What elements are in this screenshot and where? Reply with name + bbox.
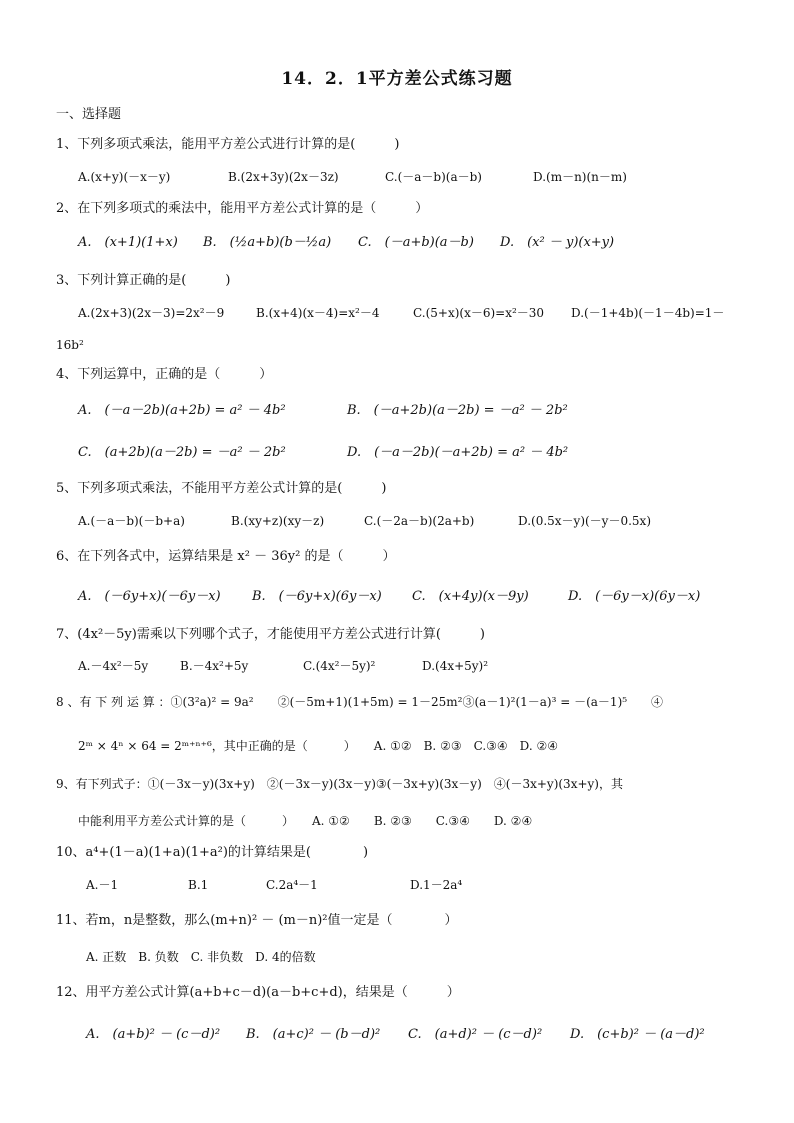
- q5-option-c: C.(－2a－b)(2a+b): [364, 514, 475, 528]
- question-8-line-1: 8 、有 下 列 运 算 ：①(3²a)² = 9a² ②(－5m+1)(1+5m) = 1－25m²③(a－1)²(1－a)³ = －(a－1)⁵ ④: [56, 695, 664, 709]
- question-4: 4、下列运算中，正确的是（ ）: [56, 367, 273, 382]
- q1-option-c: C.(－a－b)(a－b): [385, 170, 482, 184]
- section-heading: 一、选择题: [56, 107, 122, 122]
- question-7: 7、(4x²－5y)需乘以下列哪个式子，才能使用平方差公式进行计算( ): [56, 627, 485, 642]
- q5-option-b: B.(xy+z)(xy－z): [231, 514, 325, 528]
- q10-option-b: B.1: [188, 878, 209, 892]
- q11-options: A. 正数 B. 负数 C. 非负数 D. 4的倍数: [86, 950, 316, 964]
- q3-option-d: D.(－1+4b)(－1－4b)=1－: [571, 306, 725, 320]
- q4-option-d: D. (－a－2b)(－a+2b) = a² － 4b²: [347, 445, 569, 460]
- q12-option-d: D. (c+b)² － (a－d)²: [570, 1027, 705, 1042]
- q4-option-b: B. (－a+2b)(a－2b) = －a² － 2b²: [347, 403, 568, 418]
- q4-option-a: A. (－a－2b)(a+2b) = a² － 4b²: [78, 403, 286, 418]
- q2-option-a: A. (x+1)(1+x): [78, 235, 178, 250]
- q2-option-d: D. (x² － y)(x+y): [500, 235, 615, 250]
- q5-option-a: A.(－a－b)(－b+a): [78, 514, 185, 528]
- q6-option-a: A. (－6y+x)(－6y－x): [78, 589, 221, 604]
- q3-option-d-continued: 16b²: [56, 338, 84, 352]
- question-5: 5、下列多项式乘法，不能用平方差公式计算的是( ): [56, 481, 387, 496]
- q3-option-c: C.(5+x)(x－6)=x²－30: [413, 306, 545, 320]
- q6-option-d: D. (－6y－x)(6y－x): [568, 589, 701, 604]
- q3-option-b: B.(x+4)(x－4)=x²－4: [256, 306, 380, 320]
- q1-option-a: A.(x+y)(－x－y): [78, 170, 171, 184]
- question-2: 2、在下列多项式的乘法中，能用平方差公式计算的是（ ）: [56, 201, 429, 216]
- q7-option-b: B.－4x²+5y: [180, 659, 249, 673]
- q12-option-c: C. (a+d)² － (c－d)²: [408, 1027, 543, 1042]
- question-12: 12、用平方差公式计算(a+b+c－d)(a－b+c+d)，结果是（ ）: [56, 985, 460, 1000]
- question-9-line-2: 中能利用平方差公式计算的是（ ） A. ①② B. ②③ C.③④ D. ②④: [78, 814, 533, 828]
- question-3: 3、下列计算正确的是( ): [56, 273, 231, 288]
- q2-option-c: C. (－a+b)(a－b): [358, 235, 474, 250]
- q10-option-a: A.－1: [86, 878, 119, 892]
- q12-option-b: B. (a+c)² － (b－d)²: [246, 1027, 381, 1042]
- q7-option-d: D.(4x+5y)²: [422, 659, 489, 673]
- question-6: 6、在下列各式中，运算结果是 x² － 36y² 的是（ ）: [56, 549, 396, 564]
- q4-option-c: C. (a+2b)(a－2b) = －a² － 2b²: [78, 445, 286, 460]
- q5-option-d: D.(0.5x－y)(－y－0.5x): [518, 514, 651, 528]
- q2-option-b: B. (½a+b)(b－½a): [203, 235, 332, 250]
- q7-option-c: C.(4x²－5y)²: [303, 659, 376, 673]
- question-1: 1、下列多项式乘法，能用平方差公式进行计算的是( ): [56, 137, 400, 152]
- question-11: 11、若m，n是整数，那么(m+n)² － (m－n)²值一定是（ ）: [56, 913, 458, 928]
- question-8-line-2: 2ᵐ × 4ⁿ × 64 = 2ᵐ⁺ⁿ⁺⁶，其中正确的是（ ） A. ①② B. ②③ C.③④ D. ②④: [78, 739, 559, 753]
- q3-option-a: A.(2x+3)(2x－3)=2x²－9: [78, 306, 225, 320]
- q1-option-b: B.(2x+3y)(2x－3z): [228, 170, 339, 184]
- q10-option-c: C.2a⁴－1: [266, 878, 318, 892]
- q6-option-b: B. (－6y+x)(6y－x): [252, 589, 382, 604]
- q6-option-c: C. (x+4y)(x－9y): [412, 589, 529, 604]
- question-9-line-1: 9、有下列式子：①(－3x－y)(3x+y) ②(－3x－y)(3x－y)③(－3x+y)(3x－y) ④(－3x+y)(3x+y)，其: [56, 777, 623, 791]
- q7-option-a: A.－4x²－5y: [78, 659, 149, 673]
- q10-option-d: D.1－2a⁴: [410, 878, 463, 892]
- page-title: 14．2．1平方差公式练习题: [281, 69, 513, 89]
- q1-option-d: D.(m－n)(n－m): [533, 170, 627, 184]
- question-10: 10、a⁴+(1－a)(1+a)(1+a²)的计算结果是( ): [56, 845, 369, 860]
- q12-option-a: A. (a+b)² － (c－d)²: [86, 1027, 221, 1042]
